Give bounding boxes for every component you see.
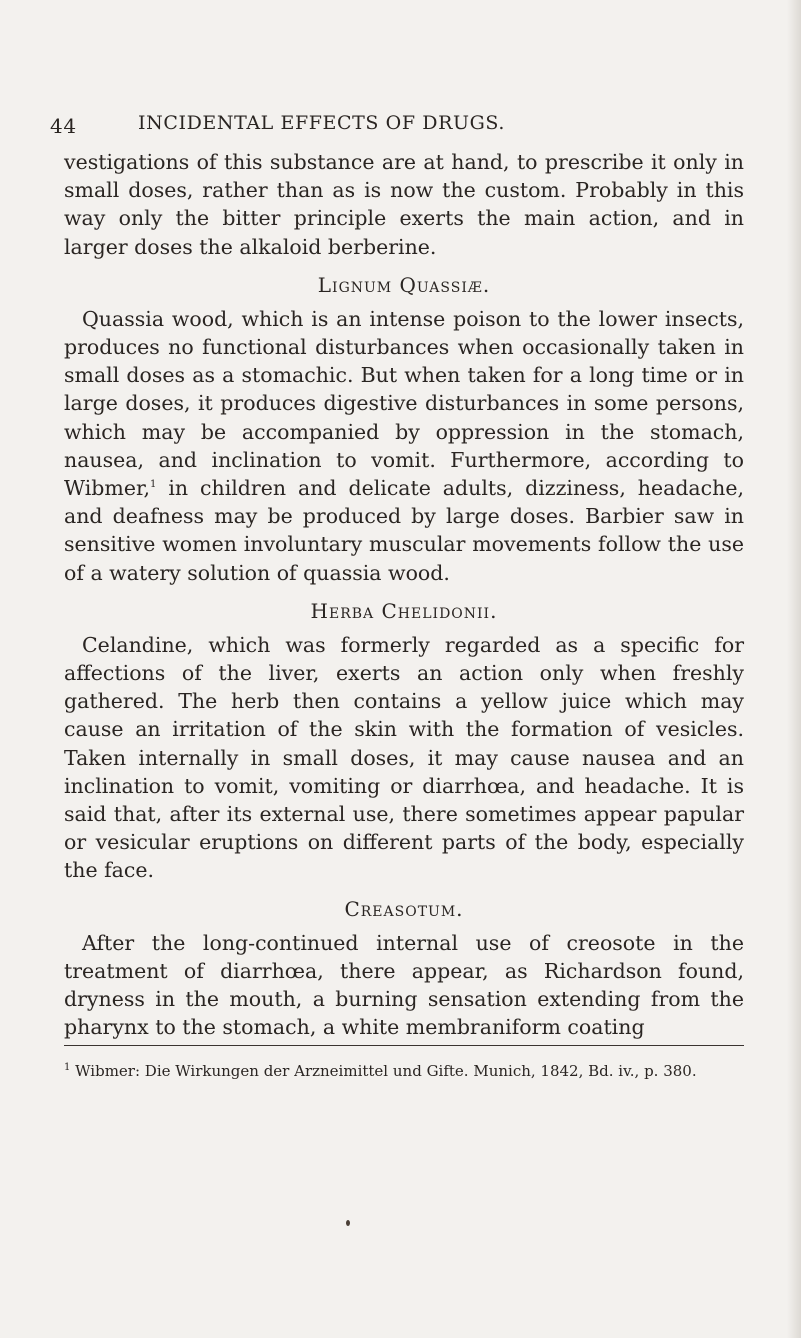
section-heading-quassia: Lignum Quassiæ. xyxy=(317,272,491,297)
section-heading-creasotum: Creasotum. xyxy=(344,896,464,921)
quassia-text-after-note: in children and delicate adults, dizziness, headache, and deafness may be produced by large doses. Barbier saw in sensitive women involuntary muscular movements follow the use of a watery solution of quassia wood. xyxy=(64,476,744,585)
footnote-reference[interactable]: 1 xyxy=(150,479,157,491)
quassia-paragraph xyxy=(64,305,744,587)
chelidonii-paragraph: Celandine, which was formerly regarded as a specific for affections of the liver, exerts an action only when freshly gathered. The herb then contains a yellow juice which may cause an irritation of the skin with the formation of vesicles. Taken internally in small doses, it may cause nausea and an inclination to vomit, vomiting or diarrhœa, and headache. It is said that, after its external use, there sometimes appear papular or vesicular eruptions on different parts of the body, especially the face. xyxy=(64,632,744,883)
running-title: INCIDENTAL EFFECTS OF DRUGS. xyxy=(138,112,505,134)
footnote-mark: 1 xyxy=(64,1062,71,1074)
running-head xyxy=(50,108,744,148)
page-edge-shadow xyxy=(787,0,801,1338)
quassia-text-before-note: Quassia wood, which is an intense poison to the lower insects, produces no functional disturbances when occasionally taken in small doses as a stomachic. But when taken for a long time or in large doses, it produces digestive disturbances in some persons, which may be accompanied by oppression in the stomach, nausea, and inclination to vomit. Furthermore, according to Wibmer, xyxy=(64,306,744,501)
footnote-divider xyxy=(64,1045,744,1046)
creasotum-paragraph: After the long-continued internal use of creosote in the treatment of diarrhœa, there appear, as Richardson found, dryness in the mouth, a burning sensation extending from the pharynx to the stomach, a white membraniform coating xyxy=(64,930,744,1040)
footnote xyxy=(64,1061,744,1081)
footnote-text: Wibmer: Die Wirkungen der Arzneimittel und Gifte. Munich, 1842, Bd. iv., p. 380. xyxy=(70,1062,697,1081)
page-number: 44 xyxy=(50,114,77,138)
ink-spot xyxy=(346,1220,350,1226)
book-page xyxy=(50,108,744,1096)
section-heading-chelidonii: Herba Chelidonii. xyxy=(310,598,498,623)
intro-paragraph: vestigations of this substance are at hand, to prescribe it only in small doses, rather than as is now the custom. Probably in this way only the bitter principle exerts the main action, and in larger doses the alkaloid berberine. xyxy=(64,150,744,259)
